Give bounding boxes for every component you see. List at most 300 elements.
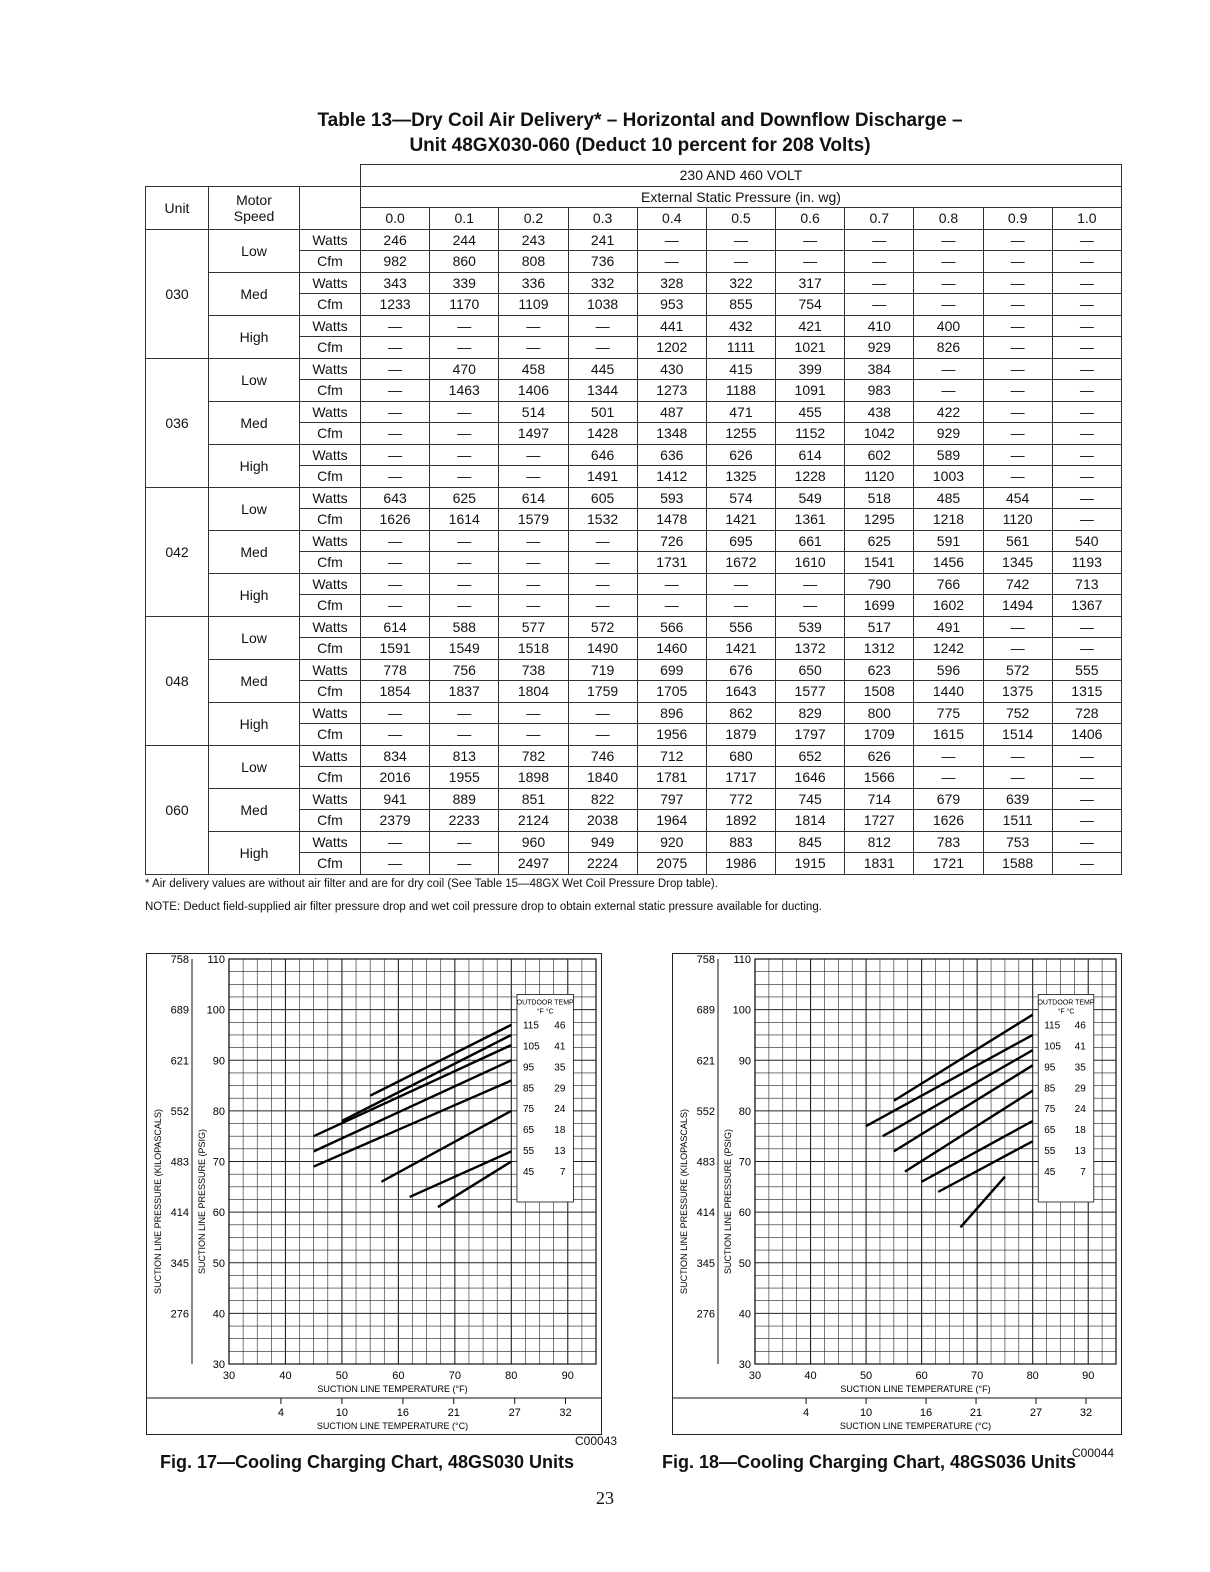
watts-label: Watts: [300, 702, 361, 724]
cfm-label: Cfm: [300, 380, 361, 402]
figure-18-code: C00044: [1072, 1446, 1115, 1460]
cfm-value: 1406: [1052, 724, 1121, 746]
y-tick-kpa: 276: [696, 1308, 715, 1321]
y-tick-kpa: 483: [696, 1156, 715, 1169]
watts-value: 790: [845, 573, 914, 595]
watts-label: Watts: [300, 745, 361, 767]
cfm-value: 2379: [361, 810, 430, 832]
cfm-value: 1549: [430, 638, 499, 660]
cfm-value: 1532: [568, 509, 637, 531]
cfm-value: 1440: [914, 681, 983, 703]
y-tick-psig: 50: [738, 1257, 751, 1270]
unit-header: Unit: [146, 186, 209, 229]
cfm-value: 929: [914, 423, 983, 445]
pressure-header: 0.5: [706, 208, 775, 230]
cfm-value: —: [983, 251, 1052, 273]
cfm-value: —: [983, 638, 1052, 660]
speed-cell: High: [209, 444, 300, 487]
cfm-value: 855: [706, 294, 775, 316]
watts-value: 540: [1052, 530, 1121, 552]
watts-value: 328: [637, 272, 706, 294]
watts-value: 652: [776, 745, 845, 767]
legend-temp-f: 95: [1044, 1062, 1056, 1074]
watts-value: 454: [983, 487, 1052, 509]
watts-value: —: [1052, 229, 1121, 251]
cfm-value: 1814: [776, 810, 845, 832]
watts-value: 883: [706, 831, 775, 853]
x-tick-f: 50: [335, 1370, 349, 1382]
watts-value: 752: [983, 702, 1052, 724]
speed-cell: Med: [209, 530, 300, 573]
cfm-label: Cfm: [300, 251, 361, 273]
cfm-value: 1840: [568, 767, 637, 789]
y-axis-label-psig: SUCTION LINE PRESSURE (PSIG): [197, 1128, 207, 1275]
x-tick-f: 90: [561, 1370, 574, 1382]
cfm-value: —: [1052, 810, 1121, 832]
cfm-value: 1626: [914, 810, 983, 832]
y-tick-psig: 80: [212, 1105, 225, 1118]
x-tick-f: 90: [1082, 1370, 1095, 1382]
cfm-value: 1120: [845, 466, 914, 488]
esp-header: External Static Pressure (in. wg): [361, 186, 1122, 208]
watts-value: 719: [568, 659, 637, 681]
watts-value: —: [430, 530, 499, 552]
y-tick-kpa: 414: [696, 1207, 715, 1220]
watts-value: 800: [845, 702, 914, 724]
watts-value: 812: [845, 831, 914, 853]
watts-label: Watts: [300, 788, 361, 810]
series-line: [960, 1177, 1004, 1228]
table-row: [146, 659, 1122, 681]
cfm-value: 1273: [637, 380, 706, 402]
cfm-value: 1614: [430, 509, 499, 531]
cfm-value: —: [499, 552, 568, 574]
cfm-value: 1042: [845, 423, 914, 445]
speed-cell: Med: [209, 401, 300, 444]
cfm-value: 2016: [361, 767, 430, 789]
cfm-value: —: [361, 724, 430, 746]
cfm-value: —: [1052, 294, 1121, 316]
table-row: [146, 487, 1122, 509]
cfm-label: Cfm: [300, 337, 361, 359]
y-tick-psig: 110: [207, 954, 225, 966]
cfm-value: —: [430, 423, 499, 445]
watts-value: 614: [499, 487, 568, 509]
cfm-value: 1759: [568, 681, 637, 703]
legend-temp-f: 45: [522, 1167, 535, 1179]
cfm-label: Cfm: [300, 423, 361, 445]
watts-value: 602: [845, 444, 914, 466]
watts-value: —: [361, 530, 430, 552]
watts-value: 332: [568, 272, 637, 294]
watts-value: —: [430, 444, 499, 466]
table-row: [146, 831, 1122, 853]
watts-value: 783: [914, 831, 983, 853]
cfm-value: —: [1052, 466, 1121, 488]
cfm-value: 1497: [499, 423, 568, 445]
watts-value: 813: [430, 745, 499, 767]
watts-value: 625: [430, 487, 499, 509]
watts-value: 679: [914, 788, 983, 810]
cfm-value: 2233: [430, 810, 499, 832]
y-tick-kpa: 689: [696, 1004, 715, 1017]
y-tick-kpa: 552: [170, 1105, 189, 1118]
table-title: [140, 108, 1140, 158]
watts-value: 738: [499, 659, 568, 681]
y-tick-psig: 40: [212, 1308, 225, 1321]
watts-value: —: [914, 745, 983, 767]
watts-value: 772: [706, 788, 775, 810]
y-tick-psig: 110: [733, 954, 751, 966]
cfm-value: 1312: [845, 638, 914, 660]
watts-value: 421: [776, 315, 845, 337]
watts-value: —: [706, 573, 775, 595]
cfm-value: —: [983, 466, 1052, 488]
y-tick-psig: 60: [212, 1207, 225, 1220]
pressure-header: 0.3: [568, 208, 637, 230]
y-axis-label-psig: SUCTION LINE PRESSURE (PSIG): [723, 1128, 733, 1275]
table-body: [146, 229, 1122, 874]
esp-row: [146, 186, 1122, 208]
watts-value: —: [706, 229, 775, 251]
cfm-value: —: [361, 552, 430, 574]
watts-value: 243: [499, 229, 568, 251]
watts-value: 384: [845, 358, 914, 380]
cfm-value: 1610: [776, 552, 845, 574]
watts-value: 782: [499, 745, 568, 767]
legend-temp-c: 29: [554, 1083, 566, 1095]
speed-cell: Low: [209, 487, 300, 530]
watts-value: 605: [568, 487, 637, 509]
table-row: [146, 616, 1122, 638]
cfm-label: Cfm: [300, 767, 361, 789]
watts-value: 246: [361, 229, 430, 251]
cfm-value: 1003: [914, 466, 983, 488]
legend-temp-f: 105: [522, 1041, 540, 1053]
watts-value: —: [430, 573, 499, 595]
legend-temp-c: 7: [1080, 1167, 1086, 1179]
watts-label: Watts: [300, 530, 361, 552]
y-tick-psig: 90: [212, 1055, 225, 1068]
table-row: [146, 315, 1122, 337]
x-axis-label-f: SUCTION LINE TEMPERATURE (°F): [317, 1384, 468, 1394]
cfm-value: 1463: [430, 380, 499, 402]
watts-value: —: [499, 702, 568, 724]
charging-chart-48gs036: [672, 953, 1122, 1435]
cfm-label: Cfm: [300, 724, 361, 746]
watts-value: —: [568, 573, 637, 595]
watts-value: —: [1052, 487, 1121, 509]
cfm-value: 1797: [776, 724, 845, 746]
watts-value: 661: [776, 530, 845, 552]
cfm-value: 826: [914, 337, 983, 359]
watts-value: —: [1052, 401, 1121, 423]
x-tick-c: 32: [559, 1407, 572, 1419]
cfm-value: 1428: [568, 423, 637, 445]
watts-value: 485: [914, 487, 983, 509]
cfm-value: 1837: [430, 681, 499, 703]
x-tick-f: 70: [448, 1370, 461, 1382]
y-tick-psig: 90: [738, 1055, 751, 1068]
cfm-value: 1478: [637, 509, 706, 531]
table-row: [146, 745, 1122, 767]
cfm-value: 2075: [637, 853, 706, 875]
watts-value: —: [983, 358, 1052, 380]
watts-value: 336: [499, 272, 568, 294]
cfm-value: —: [637, 595, 706, 617]
watts-value: 343: [361, 272, 430, 294]
table-row: [146, 444, 1122, 466]
watts-value: —: [361, 831, 430, 853]
cfm-value: 1915: [776, 853, 845, 875]
watts-label: Watts: [300, 573, 361, 595]
watts-value: 625: [845, 530, 914, 552]
watts-value: —: [499, 573, 568, 595]
watts-value: 845: [776, 831, 845, 853]
y-tick-psig: 40: [738, 1308, 751, 1321]
cfm-value: 1964: [637, 810, 706, 832]
legend-temp-f: 65: [522, 1125, 535, 1137]
cfm-value: —: [568, 595, 637, 617]
x-axis-label-c: SUCTION LINE TEMPERATURE (°C): [839, 1421, 992, 1431]
y-tick-psig: 100: [732, 1004, 751, 1017]
cfm-value: 1460: [637, 638, 706, 660]
x-tick-c: 16: [396, 1407, 410, 1419]
cfm-value: —: [914, 294, 983, 316]
watts-value: 756: [430, 659, 499, 681]
cfm-value: 1091: [776, 380, 845, 402]
table-row: [146, 229, 1122, 251]
watts-value: 623: [845, 659, 914, 681]
cfm-value: 1193: [1052, 552, 1121, 574]
legend-temp-c: 35: [1074, 1062, 1086, 1074]
watts-value: 441: [637, 315, 706, 337]
cfm-value: 736: [568, 251, 637, 273]
unit-cell: 030: [146, 229, 209, 358]
cfm-value: 1233: [361, 294, 430, 316]
cfm-value: 1615: [914, 724, 983, 746]
legend-temp-c: 29: [1074, 1083, 1086, 1095]
watts-value: —: [914, 358, 983, 380]
cfm-value: 983: [845, 380, 914, 402]
watts-value: —: [845, 229, 914, 251]
cfm-value: 1152: [776, 423, 845, 445]
y-tick-kpa: 689: [170, 1004, 189, 1017]
watts-value: 518: [845, 487, 914, 509]
cfm-value: —: [983, 294, 1052, 316]
x-tick-c: 27: [508, 1407, 521, 1419]
cfm-value: —: [1052, 767, 1121, 789]
watts-value: —: [568, 702, 637, 724]
cfm-value: 1348: [637, 423, 706, 445]
y-tick-kpa: 345: [696, 1257, 715, 1270]
cfm-value: 1721: [914, 853, 983, 875]
legend-temp-f: 105: [1044, 1041, 1061, 1053]
watts-value: 487: [637, 401, 706, 423]
cfm-label: Cfm: [300, 638, 361, 660]
cfm-value: —: [361, 423, 430, 445]
cfm-value: 1898: [499, 767, 568, 789]
cfm-value: 808: [499, 251, 568, 273]
cfm-value: —: [430, 724, 499, 746]
cfm-value: 1228: [776, 466, 845, 488]
legend-temp-f: 75: [522, 1104, 535, 1116]
cfm-value: 1021: [776, 337, 845, 359]
watts-value: 339: [430, 272, 499, 294]
watts-value: 650: [776, 659, 845, 681]
x-tick-f: 70: [971, 1370, 984, 1382]
watts-value: —: [361, 401, 430, 423]
speed-cell: Med: [209, 788, 300, 831]
x-tick-c: 32: [1079, 1407, 1093, 1419]
table-row: [146, 702, 1122, 724]
watts-value: 588: [430, 616, 499, 638]
watts-value: 432: [706, 315, 775, 337]
cfm-value: 1705: [637, 681, 706, 703]
y-tick-kpa: 483: [170, 1156, 189, 1169]
watts-value: 643: [361, 487, 430, 509]
cfm-value: 1514: [983, 724, 1052, 746]
y-tick-psig: 50: [212, 1257, 225, 1270]
cfm-value: 1202: [637, 337, 706, 359]
cfm-value: —: [776, 595, 845, 617]
pressure-header: 0.8: [914, 208, 983, 230]
cfm-value: 982: [361, 251, 430, 273]
watts-value: 834: [361, 745, 430, 767]
cfm-value: 1955: [430, 767, 499, 789]
cfm-value: 860: [430, 251, 499, 273]
cfm-value: —: [499, 724, 568, 746]
watts-value: 561: [983, 530, 1052, 552]
cfm-value: 1255: [706, 423, 775, 445]
cfm-value: 1986: [706, 853, 775, 875]
table-title-line2: Unit 48GX030-060 (Deduct 10 percent for 208 Volts): [409, 135, 871, 156]
watts-value: —: [983, 272, 1052, 294]
watts-value: —: [430, 401, 499, 423]
watts-value: 458: [499, 358, 568, 380]
x-tick-f: 40: [279, 1370, 292, 1382]
watts-value: 941: [361, 788, 430, 810]
watts-value: —: [914, 272, 983, 294]
watts-value: 676: [706, 659, 775, 681]
watts-value: 572: [983, 659, 1052, 681]
speed-cell: High: [209, 315, 300, 358]
watts-value: —: [845, 272, 914, 294]
watts-label: Watts: [300, 659, 361, 681]
figure-18-caption: Fig. 18—Cooling Charging Chart, 48GS036 Units: [662, 1452, 1077, 1472]
cfm-value: —: [1052, 509, 1121, 531]
cfm-value: 1372: [776, 638, 845, 660]
watts-value: —: [1052, 272, 1121, 294]
y-tick-psig: 30: [212, 1359, 225, 1371]
speed-cell: Med: [209, 272, 300, 315]
x-tick-c: 4: [803, 1407, 810, 1419]
watts-value: 317: [776, 272, 845, 294]
pressure-header: 0.7: [845, 208, 914, 230]
figure-17-caption: Fig. 17—Cooling Charging Chart, 48GS030 Units: [160, 1452, 575, 1472]
cfm-value: 1345: [983, 552, 1052, 574]
watts-value: 438: [845, 401, 914, 423]
cfm-value: —: [361, 380, 430, 402]
y-tick-kpa: 345: [170, 1257, 189, 1270]
watts-value: 614: [361, 616, 430, 638]
cfm-value: 1591: [361, 638, 430, 660]
cfm-value: 1421: [706, 638, 775, 660]
legend-temp-f: 85: [1044, 1083, 1056, 1095]
table-row: [146, 272, 1122, 294]
x-tick-f: 30: [748, 1370, 762, 1382]
watts-label: Watts: [300, 444, 361, 466]
legend-temp-c: 24: [554, 1104, 566, 1116]
watts-value: —: [568, 530, 637, 552]
y-tick-kpa: 276: [170, 1308, 189, 1321]
watts-value: 728: [1052, 702, 1121, 724]
x-tick-c: 27: [1029, 1407, 1043, 1419]
y-tick-psig: 30: [738, 1359, 751, 1371]
unit-cell: 060: [146, 745, 209, 874]
cfm-value: —: [430, 337, 499, 359]
cfm-label: Cfm: [300, 681, 361, 703]
cfm-value: 1315: [1052, 681, 1121, 703]
watts-value: —: [430, 702, 499, 724]
cfm-value: 1508: [845, 681, 914, 703]
cfm-value: 1367: [1052, 595, 1121, 617]
x-tick-c: 10: [859, 1407, 873, 1419]
cfm-value: 1111: [706, 337, 775, 359]
watts-value: 726: [637, 530, 706, 552]
y-axis-label-kpa: SUCTION LINE PRESSURE (KILOPASCALS): [153, 1109, 163, 1294]
x-tick-c: 21: [969, 1407, 983, 1419]
cfm-value: 1566: [845, 767, 914, 789]
cfm-value: 1626: [361, 509, 430, 531]
x-tick-c: 21: [447, 1407, 460, 1419]
cfm-value: —: [706, 251, 775, 273]
watts-value: —: [1052, 831, 1121, 853]
cfm-value: —: [914, 767, 983, 789]
y-tick-kpa: 621: [170, 1055, 189, 1068]
watts-value: 514: [499, 401, 568, 423]
speed-cell: Low: [209, 745, 300, 788]
x-tick-f: 40: [804, 1370, 817, 1382]
watts-label: Watts: [300, 272, 361, 294]
y-tick-kpa: 621: [696, 1055, 715, 1068]
cfm-value: —: [983, 337, 1052, 359]
cfm-label: Cfm: [300, 552, 361, 574]
cfm-value: 1731: [637, 552, 706, 574]
watts-value: 889: [430, 788, 499, 810]
cfm-value: 929: [845, 337, 914, 359]
cfm-value: —: [499, 466, 568, 488]
watts-value: 829: [776, 702, 845, 724]
cfm-label: Cfm: [300, 810, 361, 832]
watts-value: 455: [776, 401, 845, 423]
table-row: [146, 530, 1122, 552]
y-tick-psig: 70: [738, 1156, 751, 1169]
watts-value: 241: [568, 229, 637, 251]
cfm-value: 1956: [637, 724, 706, 746]
speed-cell: Low: [209, 358, 300, 401]
watts-value: 430: [637, 358, 706, 380]
legend-temp-c: 41: [1074, 1041, 1086, 1053]
watts-value: 778: [361, 659, 430, 681]
y-axis-label-kpa: SUCTION LINE PRESSURE (KILOPASCALS): [679, 1109, 689, 1294]
watts-value: —: [1052, 444, 1121, 466]
legend-temp-f: 95: [522, 1062, 535, 1074]
watts-value: —: [1052, 788, 1121, 810]
watts-value: 646: [568, 444, 637, 466]
cfm-value: 1541: [845, 552, 914, 574]
cfm-value: 1344: [568, 380, 637, 402]
